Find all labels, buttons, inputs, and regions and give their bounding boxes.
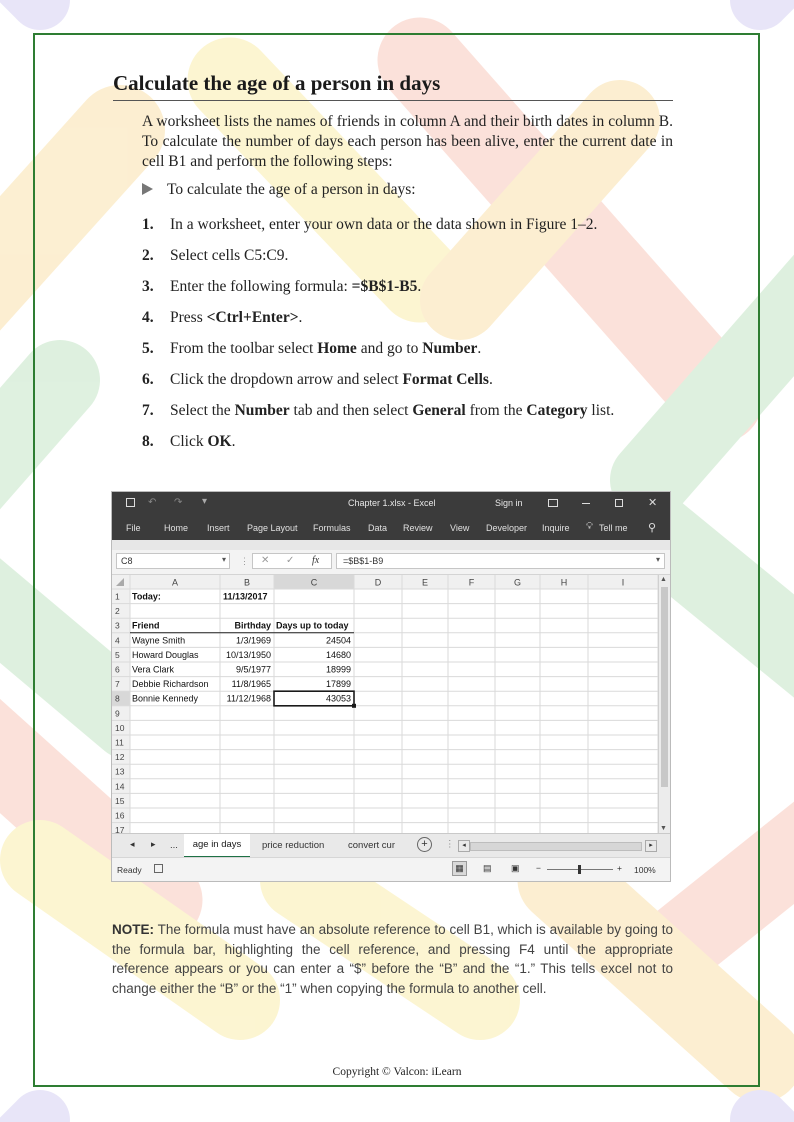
column-header-label[interactable]: E	[421, 577, 429, 588]
cell-value[interactable]: 18999	[325, 664, 351, 675]
cell-value[interactable]: 43053	[325, 693, 351, 704]
cell-value[interactable]: Today:	[132, 591, 161, 602]
cell-value[interactable]: Bonnie Kennedy	[132, 693, 199, 704]
menu-data[interactable]: Data	[368, 523, 388, 533]
step-item	[142, 214, 673, 235]
horizontal-scrollbar[interactable]	[470, 842, 642, 851]
step-number: 3.	[142, 278, 154, 295]
note-text: The formula must have an absolute reference to cell B1, which is available by going to the formula bar, highlighting the cell reference, and pressing F4 until the appropriate reference appears or you can enter a “$” before the “B” and the “1.” This tells excel not to change either the “B” or the “1” when copying the formula to another cell.	[112, 922, 673, 996]
cell-value[interactable]: 1/3/1969	[235, 635, 271, 646]
column-header-label[interactable]: I	[621, 577, 625, 588]
row-header-label[interactable]: 16	[115, 810, 125, 821]
scroll-thumb[interactable]	[661, 587, 668, 787]
row-header-label[interactable]: 9	[115, 708, 120, 719]
row-header-label[interactable]: 15	[115, 795, 125, 806]
cell-value[interactable]: 24504	[325, 635, 351, 646]
formula-input[interactable]	[336, 553, 665, 569]
cell-value[interactable]: Howard Douglas	[132, 649, 199, 660]
expand-formula-icon[interactable]: ▾	[655, 555, 660, 564]
lightbulb-icon: 💡︎	[586, 521, 593, 532]
close-icon[interactable]: ✕	[648, 497, 658, 509]
excel-ribbon-tabs	[112, 516, 670, 540]
row-header-label[interactable]: 3	[115, 620, 120, 631]
step-item	[142, 245, 673, 266]
sign-in-link[interactable]: Sign in	[495, 498, 523, 508]
row-header-label[interactable]: 11	[115, 737, 124, 748]
step-item	[142, 338, 673, 359]
ribbon-display-icon[interactable]	[548, 499, 558, 507]
step-text: In a worksheet, enter your own data or the data shown in Figure 1–2.	[170, 216, 598, 233]
window-title: Chapter 1.xlsx - Excel	[348, 498, 436, 508]
formula-value: =$B$1-B9	[343, 556, 384, 566]
zoom-out-icon[interactable]: −	[536, 863, 541, 873]
triangle-bullet-icon	[142, 183, 153, 195]
step-text: Select the Number tab and then select General from the Category list.	[170, 402, 615, 419]
menu-developer[interactable]: Developer	[486, 523, 528, 533]
column-header-label[interactable]: B	[243, 577, 251, 588]
column-header-label[interactable]: D	[374, 577, 382, 588]
step-text: Click OK.	[170, 433, 236, 450]
prev-sheet-icon[interactable]: ◂	[130, 839, 135, 849]
column-header-label[interactable]: F	[468, 577, 475, 588]
add-sheet-icon[interactable]: +	[417, 837, 432, 852]
sheet-tab-price-reduction[interactable]: price reduction	[262, 840, 325, 851]
enter-icon[interactable]: ✓	[286, 555, 295, 566]
page-title: Calculate the age of a person in days	[113, 71, 673, 101]
cell-value[interactable]: Days up to today	[276, 620, 349, 631]
minimize-icon[interactable]	[582, 503, 590, 504]
column-header-label[interactable]: H	[560, 577, 568, 588]
undo-icon[interactable]: ↶	[148, 497, 157, 508]
more-sheets[interactable]: ...	[170, 840, 178, 851]
quick-access-icon[interactable]: ▾	[202, 496, 208, 507]
ribbon-collapsed-area	[112, 540, 670, 550]
row-header-label[interactable]: 13	[115, 766, 125, 777]
copyright-footer: Copyright © Valcon: iLearn	[332, 1066, 462, 1078]
menu-file[interactable]: File	[126, 523, 141, 533]
fill-handle[interactable]	[352, 704, 356, 708]
cell-value[interactable]: Friend	[132, 620, 160, 631]
menu-page-layout[interactable]: Page Layout	[247, 523, 298, 533]
maximize-icon[interactable]	[615, 499, 623, 507]
row-header-label[interactable]: 5	[115, 649, 120, 660]
intro-paragraph: A worksheet lists the names of friends in column A and their birth dates in column B. To calculate the number of days each person has been alive, enter the current date in cell B1 and perform the following steps:	[142, 113, 673, 170]
save-icon[interactable]	[126, 498, 135, 507]
row-header-label[interactable]: 17	[115, 825, 125, 833]
cell-value[interactable]: 17899	[325, 679, 351, 690]
name-box-value: C8	[121, 556, 133, 566]
page-break-view-icon[interactable]: ▣	[511, 863, 520, 873]
sheet-tabs-bar	[112, 833, 670, 858]
chevron-down-icon: ▾	[221, 555, 226, 564]
scroll-up-icon[interactable]: ▲	[660, 576, 667, 583]
procedure-heading-text: To calculate the age of a person in days:	[167, 181, 416, 198]
row-header-label[interactable]: 8	[115, 693, 120, 704]
step-number: 8.	[142, 433, 154, 450]
menu-home[interactable]: Home	[164, 523, 189, 533]
menu-inquire[interactable]: Inquire	[542, 523, 570, 533]
menu-review[interactable]: Review	[403, 523, 433, 533]
share-icon[interactable]: ⚲	[648, 522, 657, 534]
insert-function-icon[interactable]: fx	[312, 555, 320, 566]
menu-formulas[interactable]: Formulas	[313, 523, 351, 533]
step-number: 2.	[142, 247, 154, 264]
scroll-down-icon[interactable]: ▼	[660, 825, 667, 832]
cancel-icon[interactable]: ✕	[261, 555, 270, 566]
redo-icon[interactable]: ↷	[174, 497, 183, 508]
menu-insert[interactable]: Insert	[207, 523, 230, 533]
zoom-slider-thumb[interactable]	[578, 865, 581, 874]
tell-me-search[interactable]: Tell me	[599, 523, 628, 533]
row-header-label[interactable]: 4	[115, 635, 120, 646]
note-label: NOTE:	[112, 922, 154, 937]
step-text: Enter the following formula: =$B$1-B5.	[170, 278, 422, 295]
row-header-label[interactable]: 2	[115, 606, 120, 617]
hscroll-right-icon[interactable]: ▸	[645, 840, 657, 852]
row-header-label[interactable]: 1	[115, 591, 120, 602]
cell-value[interactable]: Debbie Richardson	[132, 679, 209, 690]
procedure-heading	[142, 181, 416, 199]
column-header-bar	[112, 575, 658, 589]
step-item	[142, 369, 673, 390]
excel-screenshot	[112, 492, 670, 881]
status-text: Ready	[117, 865, 142, 875]
zoom-in-icon[interactable]: +	[617, 863, 622, 873]
formula-bar	[112, 550, 670, 575]
column-header-label[interactable]: A	[171, 577, 179, 588]
zoom-level[interactable]: 100%	[634, 865, 656, 875]
cell-value[interactable]: 11/13/2017	[223, 591, 268, 602]
sheet-tab-age-in-days[interactable]: age in days	[184, 834, 250, 858]
row-header-label[interactable]: 14	[115, 781, 125, 792]
excel-title-bar	[112, 492, 670, 516]
column-header-label[interactable]: C	[310, 577, 318, 588]
page-layout-view-icon[interactable]: ▤	[483, 863, 492, 873]
step-item	[142, 307, 673, 328]
step-text: From the toolbar select Home and go to Number.	[170, 340, 482, 357]
worksheet-grid[interactable]	[112, 575, 658, 833]
cell-value[interactable]: 11/12/1968	[226, 693, 271, 704]
cell-value[interactable]: 10/13/1950	[225, 649, 271, 660]
menu-view[interactable]: View	[450, 523, 470, 533]
more-icon: ⋮	[240, 556, 249, 566]
row-header-label[interactable]: 12	[115, 752, 125, 763]
name-box[interactable]	[116, 553, 230, 569]
step-number: 5.	[142, 340, 154, 357]
step-text: Select cells C5:C9.	[170, 247, 289, 264]
step-number: 6.	[142, 371, 154, 388]
column-header-label[interactable]: G	[513, 577, 522, 588]
steps-list	[142, 214, 673, 462]
hscroll-left-icon[interactable]: ◂	[458, 840, 470, 852]
macro-record-icon[interactable]	[154, 864, 163, 873]
cell-value[interactable]: Vera Clark	[132, 664, 175, 675]
cell-value[interactable]: Birthday	[234, 620, 271, 631]
step-item	[142, 400, 673, 421]
row-header-label[interactable]: 7	[115, 679, 120, 690]
cell-value[interactable]: Wayne Smith	[132, 635, 186, 646]
vertical-scrollbar[interactable]	[658, 575, 670, 833]
step-number: 1.	[142, 216, 154, 233]
note-paragraph	[112, 920, 673, 998]
step-text: Click the dropdown arrow and select Format Cells.	[170, 371, 493, 388]
next-sheet-icon[interactable]: ▸	[151, 839, 156, 849]
normal-view-icon[interactable]: ▦	[452, 861, 467, 876]
cell-value[interactable]: 14680	[325, 649, 351, 660]
step-number: 7.	[142, 402, 154, 419]
step-item	[142, 431, 673, 452]
tab-splitter[interactable]: ⋮	[445, 839, 455, 850]
row-header-label[interactable]: 10	[115, 722, 125, 733]
step-item	[142, 276, 673, 297]
step-number: 4.	[142, 309, 154, 326]
sheet-tab-convert-cur[interactable]: convert cur	[348, 840, 395, 851]
cell-value[interactable]: 11/8/1965	[231, 679, 271, 690]
status-bar	[112, 857, 670, 881]
cell-value[interactable]: 9/5/1977	[235, 664, 271, 675]
row-header-label[interactable]: 6	[115, 664, 120, 675]
step-text: Press <Ctrl+Enter>.	[170, 309, 303, 326]
formula-buttons	[252, 553, 332, 569]
